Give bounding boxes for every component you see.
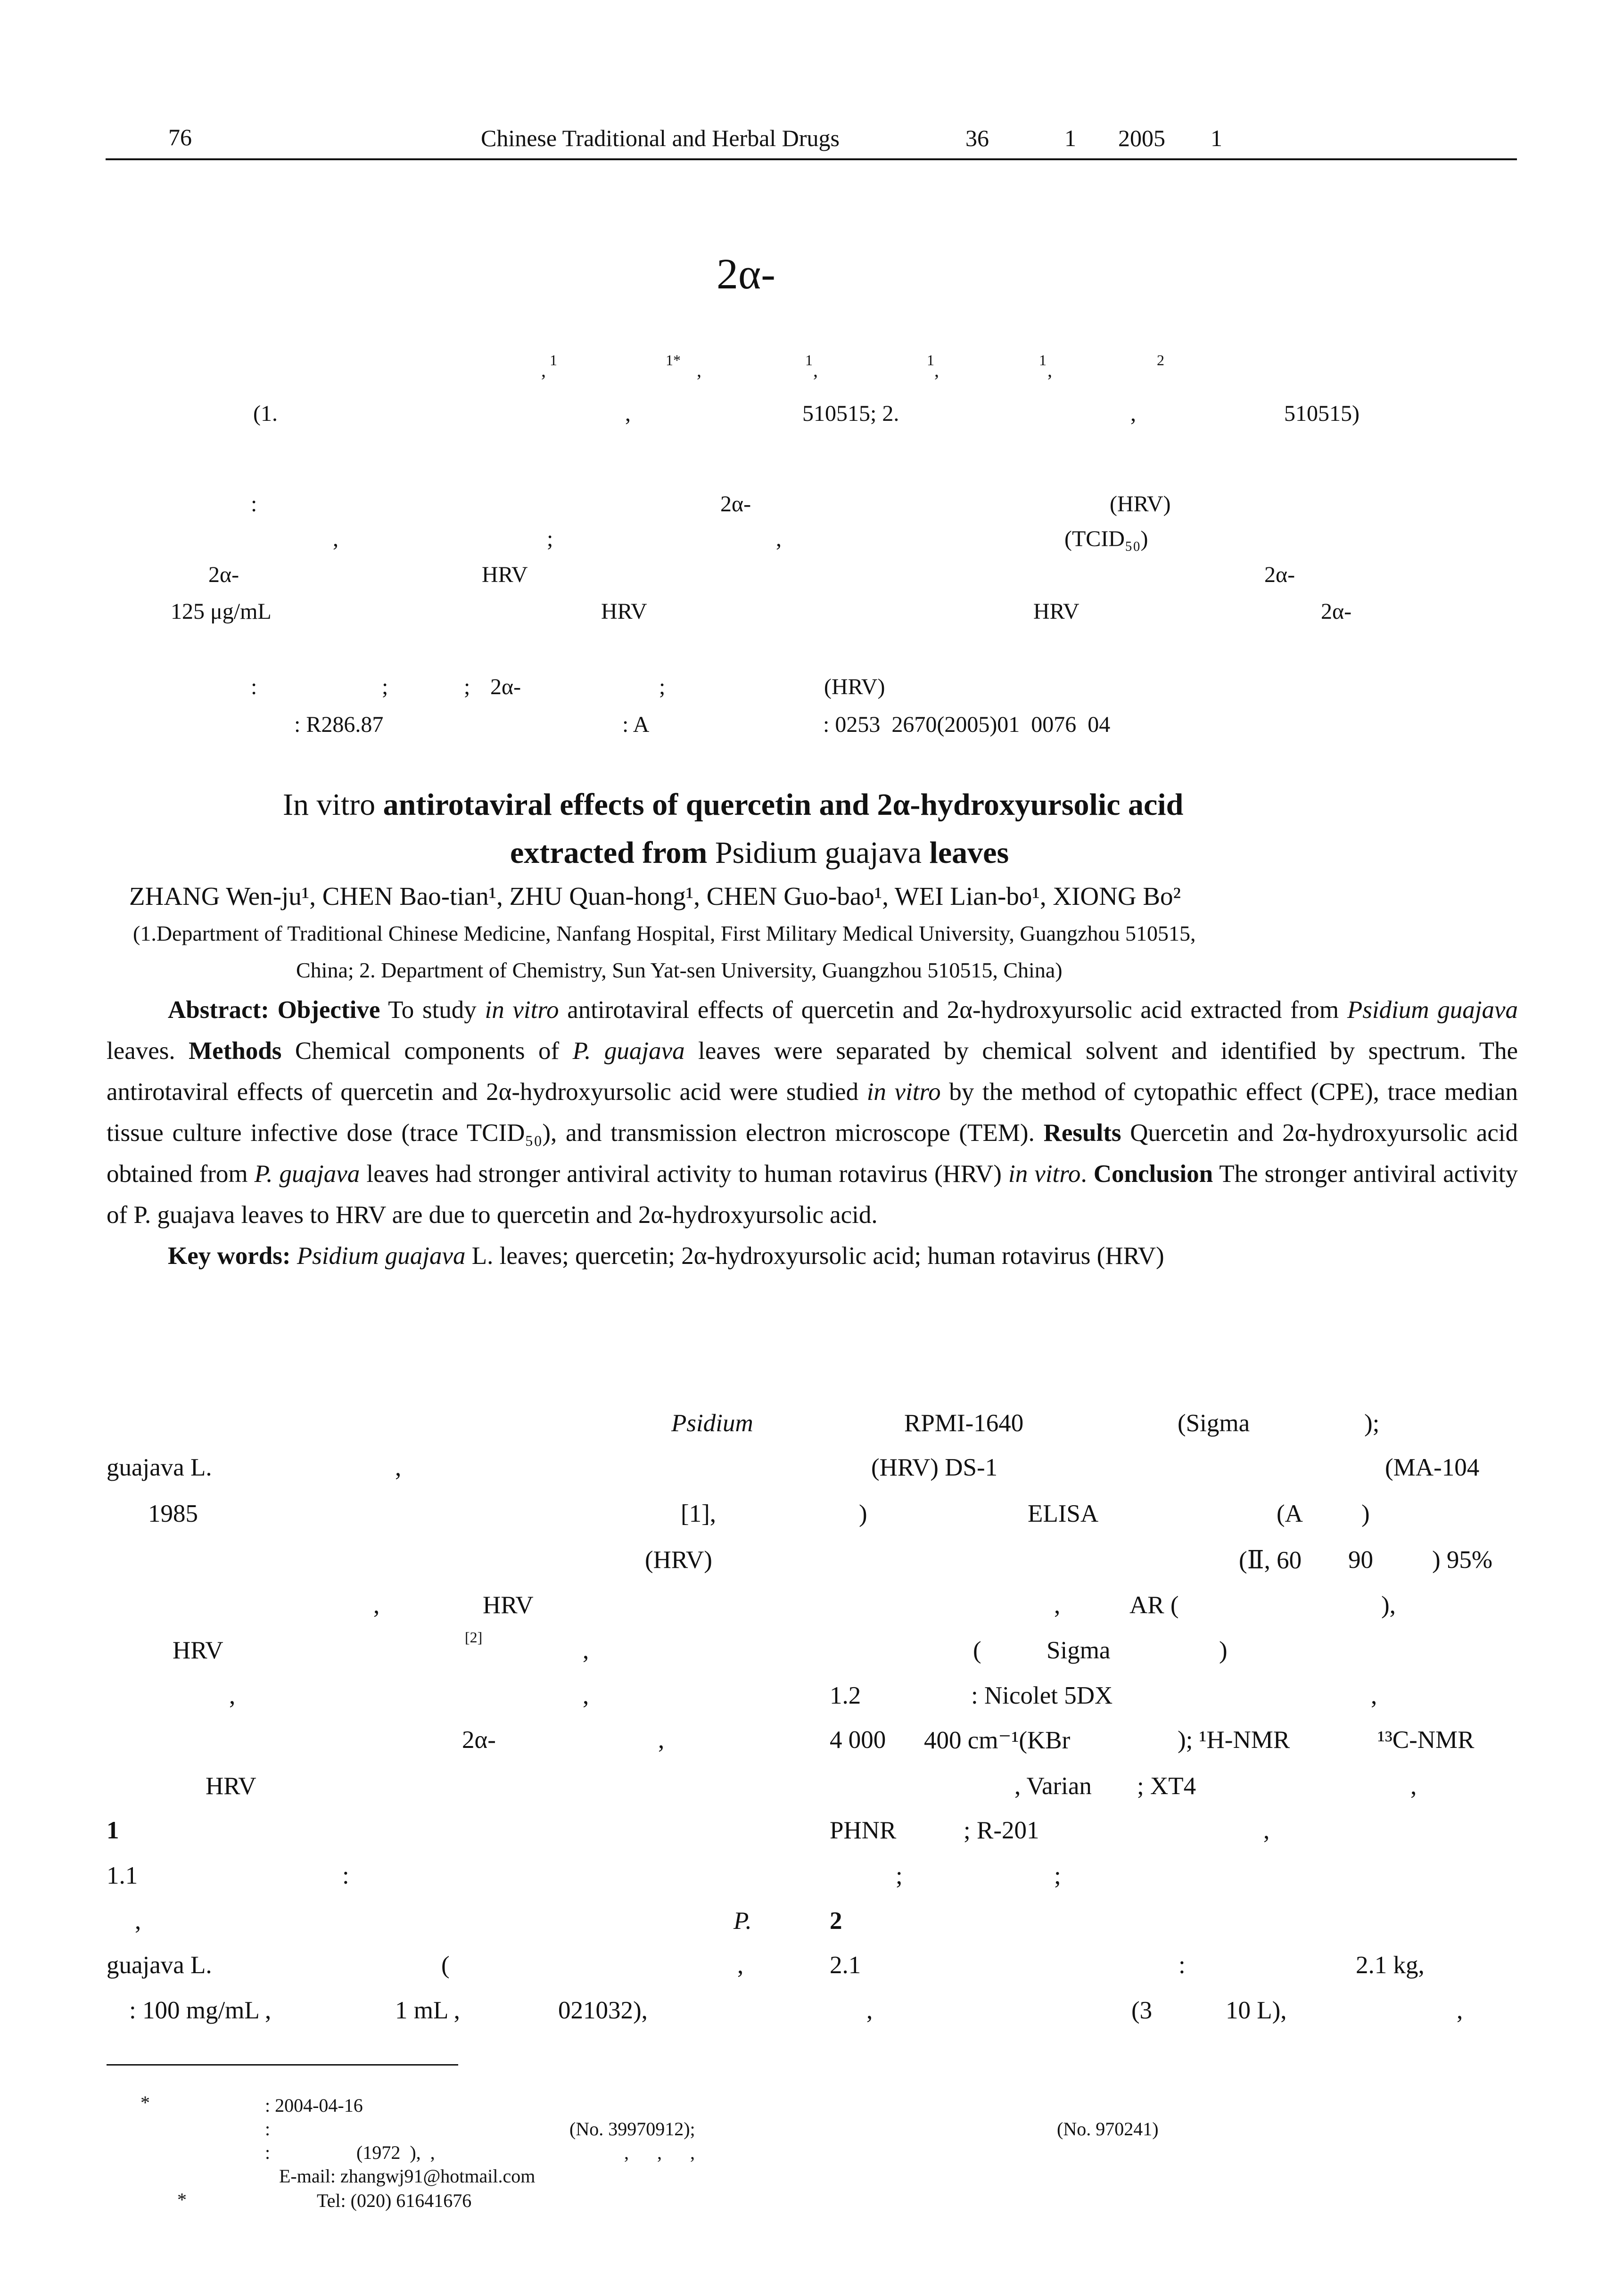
right-frag-ma104: (MA-104 — [1385, 1454, 1480, 1481]
subsection-1-2: 1.2 — [830, 1682, 861, 1709]
section-heading-2: 2 — [830, 1907, 842, 1935]
right-frag-nicolet: : Nicolet 5DX — [971, 1682, 1113, 1709]
subsection-1-1: 1.1 — [107, 1862, 138, 1889]
clc-number: : R286.87 — [294, 712, 384, 737]
author-mark-6: 2 — [1157, 352, 1164, 369]
left-frag-guajava: guajava L. — [107, 1454, 212, 1481]
abstract-cn-2a-3: 2α- — [1264, 562, 1295, 587]
right-frag-comma-2: , — [1371, 1682, 1377, 1709]
right-frag-mass: 2.1 kg, — [1356, 1952, 1425, 1979]
right-frag-xt4: ; XT4 — [1137, 1772, 1196, 1800]
footnote-colon-1: : — [265, 2118, 271, 2140]
right-frag-comma-4: , — [1263, 1817, 1270, 1844]
header-rule — [106, 158, 1517, 160]
keywords-cn-sep-1: ; — [382, 674, 388, 699]
footnote-star-1: * — [140, 2092, 150, 2113]
footnote-received: : 2004-04-16 — [265, 2095, 363, 2116]
keywords-cn-hrv: (HRV) — [824, 674, 885, 699]
abstract-cn-sep-1: , — [333, 526, 338, 551]
left-frag-colon: : — [342, 1862, 349, 1889]
right-frag-400: 400 cm⁻¹(KBr — [924, 1727, 1071, 1754]
left-frag-hrv-abbr: (HRV) — [645, 1546, 712, 1574]
right-column — [830, 1409, 1518, 2078]
section-heading-1: 1 — [107, 1817, 119, 1844]
left-frag-comma-6: , — [658, 1726, 665, 1754]
right-frag-comma-3: , — [1410, 1772, 1417, 1800]
right-frag-rpmi: RPMI-1640 — [904, 1410, 1024, 1437]
right-frag-close-4: ), — [1381, 1591, 1396, 1619]
right-frag-varian: , Varian — [1014, 1772, 1092, 1800]
left-frag-1985: 1985 — [148, 1500, 198, 1527]
abstract-cn-hrv-2: HRV — [601, 599, 647, 624]
page-number: 76 — [168, 124, 192, 150]
left-frag-comma-1: , — [395, 1454, 402, 1481]
right-frag-ii-60: (Ⅱ, 60 — [1239, 1547, 1302, 1574]
abstract-cn-colon: : — [251, 492, 257, 517]
methods-species: P. guajava — [572, 1037, 685, 1065]
left-frag-comma-7: , — [135, 1907, 141, 1935]
english-authors: ZHANG Wen-ju¹, CHEN Bao-tian¹, ZHU Quan-hong¹, CHEN Guo-bao¹, WEI Lian-bo¹, XIONG Bo² — [129, 882, 1181, 910]
title-leaves: leaves — [922, 836, 1009, 870]
title-in-vitro: In vitro — [283, 787, 383, 822]
abstract-cn-tcid50: (TCID₅₀) — [1064, 526, 1148, 551]
right-frag-hrv-strain: (HRV) DS-1 — [871, 1454, 998, 1481]
left-frag-comma-5: , — [583, 1682, 589, 1709]
title-extracted: extracted from — [510, 836, 715, 870]
abstract-cn-2a-1: 2α- — [720, 492, 751, 517]
results-text-b: leaves had stronger antiviral activity to human rotavirus (HRV) — [360, 1160, 1008, 1188]
english-abstract — [107, 990, 1518, 1277]
english-affiliation-line-2: China; 2. Department of Chemistry, Sun Yat-sen University, Guangzhou 510515, China) — [296, 958, 1063, 982]
right-frag-13c-nmr: ¹³C-NMR — [1377, 1726, 1475, 1754]
right-frag-1h-nmr: ); ¹H-NMR — [1178, 1726, 1290, 1754]
methods-text-a: Chemical components of — [295, 1037, 573, 1065]
methods-in-vitro: in vitro — [866, 1078, 941, 1106]
affiliation-sep-1: , — [625, 401, 631, 426]
right-frag-10l: 10 L), — [1226, 1997, 1287, 2024]
left-frag-guajava-l: guajava L. — [107, 1952, 212, 1979]
right-frag-4000: 4 000 — [830, 1726, 886, 1754]
results-species: P. guajava — [254, 1160, 360, 1188]
left-frag-volume: 1 mL , — [395, 1997, 460, 2024]
journal-name: Chinese Traditional and Herbal Drugs — [481, 125, 840, 151]
abstract-cn-2a-4: 2α- — [1321, 599, 1352, 624]
footnote-colon-2: : — [265, 2142, 271, 2163]
results-in-vitro: in vitro — [1008, 1160, 1081, 1188]
author-sep-3: , — [813, 360, 818, 381]
abstract-cn-hrv-abbr: (HRV) — [1110, 492, 1171, 517]
right-frag-sigma-2: Sigma — [1047, 1637, 1111, 1664]
left-frag-comma-8: , — [737, 1952, 744, 1979]
results-label: Results — [1043, 1119, 1121, 1147]
title-main: antirotaviral effects of quercetin and 2α-hydroxyursolic acid — [383, 787, 1184, 822]
author-mark-4: 1 — [927, 352, 934, 369]
right-frag-colon: : — [1178, 1952, 1186, 1979]
left-frag-p: P. — [733, 1907, 752, 1935]
footnote-fund-2: (No. 970241) — [1057, 2118, 1159, 2140]
objective-text-a: To study — [388, 996, 485, 1024]
left-column — [107, 1409, 757, 2078]
right-frag-close-3: ) — [1361, 1500, 1370, 1527]
affiliation-zip-1: 510515; 2. — [802, 401, 899, 426]
left-frag-ref-2: [2] — [465, 1629, 483, 1646]
journal-issue: 1 — [1064, 125, 1076, 151]
left-frag-batch: 021032), — [558, 1997, 648, 2024]
objective-text-b: antirotaviral effects of quercetin and 2α-hydroxyursolic acid extracted from — [559, 996, 1347, 1024]
subsection-2-1: 2.1 — [830, 1952, 861, 1979]
journal-month: 1 — [1211, 125, 1222, 151]
article-id: : 0253 2670(2005)01 0076 04 — [823, 712, 1111, 737]
left-frag-2a: 2α- — [462, 1726, 496, 1754]
keywords-cn-sep-3: ; — [659, 674, 666, 699]
keywords-cn-sep-2: ; — [464, 674, 470, 699]
left-frag-psidium: Psidium — [671, 1410, 753, 1437]
right-frag-comma-1: , — [1054, 1591, 1061, 1619]
footnote-email: E-mail: zhangwj91@hotmail.com — [279, 2165, 536, 2187]
keywords-species: Psidium guajava — [297, 1242, 466, 1270]
right-frag-a: (A — [1277, 1500, 1303, 1527]
affiliation-open: (1. — [253, 401, 278, 426]
right-frag-r201: ; R-201 — [964, 1817, 1039, 1844]
author-mark-5: 1 — [1039, 352, 1047, 369]
right-frag-95: ) 95% — [1432, 1546, 1493, 1574]
left-frag-hrv-2: HRV — [173, 1637, 223, 1664]
left-frag-comma-3: , — [583, 1637, 589, 1664]
abstract-cn-concentration: 125 μg/mL — [171, 599, 272, 624]
author-sep-4: , — [934, 360, 939, 381]
left-frag-hrv-3: HRV — [206, 1772, 256, 1800]
abstract-cn-hrv-3: HRV — [1033, 599, 1080, 624]
right-frag-close-1: ); — [1364, 1410, 1380, 1437]
methods-text-b: leaves were separated by chemical solvent and identified by spectrum. The antirotaviral effects of quercetin and 2α-hydroxyursolic acid were studied — [107, 1037, 1518, 1106]
keywords-cn-colon: : — [251, 674, 257, 699]
author-mark-2: 1* — [666, 352, 681, 369]
keywords-text: L. leaves; quercetin; 2α-hydroxyursolic acid; human rotavirus (HRV) — [465, 1242, 1164, 1270]
right-frag-3x: (3 — [1131, 1997, 1153, 2024]
right-frag-comma-5: , — [866, 1997, 873, 2024]
author-mark-1: 1 — [550, 352, 557, 369]
footnote-star-2: * — [177, 2189, 187, 2210]
conclusion-label: Conclusion — [1093, 1160, 1213, 1188]
journal-year: 2005 — [1118, 125, 1165, 151]
abstract-label: Abstract: — [168, 996, 269, 1024]
results-text-c: . — [1080, 1160, 1087, 1188]
results-text-a: Quercetin and 2α-hydroxyursolic acid obtained from — [107, 1119, 1518, 1188]
left-frag-comma-2: , — [373, 1591, 380, 1619]
author-sep-1: , — [541, 360, 546, 381]
english-title-line-2 — [510, 835, 1009, 871]
right-frag-close-2: ) — [859, 1500, 867, 1527]
footnote-fund-1: (No. 39970912); — [569, 2118, 695, 2140]
english-affiliation-line-1: (1.Department of Traditional Chinese Medicine, Nanfang Hospital, First Military Medical University, Guangzhou 510515, — [133, 921, 1196, 945]
objective-text-c: leaves. — [107, 1037, 175, 1065]
english-title-line-1 — [283, 787, 1183, 823]
abstract-cn-hrv-1: HRV — [482, 562, 528, 587]
conclusion-text: The stronger antiviral activity of P. guajava leaves to HRV are due to quercetin and 2α-hydroxyursolic acid. — [107, 1160, 1518, 1229]
right-frag-close-5: ) — [1219, 1637, 1228, 1664]
right-frag-semicolon-1: ; — [896, 1862, 903, 1889]
objective-in-vitro: in vitro — [485, 996, 559, 1024]
right-frag-elisa: ELISA — [1028, 1500, 1099, 1527]
right-frag-sigma-1: (Sigma — [1178, 1410, 1250, 1437]
author-mark-3: 1 — [805, 352, 813, 369]
right-frag-phnr: PHNR — [830, 1817, 897, 1844]
affiliation-sep-2: , — [1130, 401, 1136, 426]
affiliation-zip-2: 510515) — [1284, 401, 1360, 426]
objective-label: Objective — [277, 996, 380, 1024]
keywords-cn-2a: 2α- — [490, 674, 521, 699]
methods-label: Methods — [189, 1037, 282, 1065]
footnote-bio: (1972 ), , — [356, 2142, 435, 2163]
abstract-cn-sep-2: ; — [547, 526, 553, 551]
left-frag-concentration: : 100 mg/mL , — [129, 1997, 272, 2024]
footnote-commas: , , , — [624, 2142, 695, 2163]
footnote-tel: Tel: (020) 61641676 — [317, 2190, 472, 2211]
objective-species: Psidium guajava — [1347, 996, 1518, 1024]
abstract-cn-2a-2: 2α- — [208, 562, 239, 587]
title-fragment: 2α- — [717, 250, 775, 298]
right-frag-comma-6: , — [1457, 1997, 1463, 2024]
journal-volume: 36 — [965, 125, 989, 151]
abstract-cn-sep-3: , — [776, 526, 782, 551]
left-frag-hrv-1: HRV — [483, 1591, 534, 1619]
title-species: Psidium guajava — [715, 836, 922, 870]
right-frag-open-5: ( — [973, 1637, 981, 1664]
methods-text-c: by the method of cytopathic effect (CPE), trace median tissue culture infective dose (trace TCID₅₀), and transmission electron microscope (TEM). — [107, 1078, 1518, 1147]
author-sep-5: , — [1047, 360, 1052, 381]
right-frag-semicolon-2: ; — [1054, 1862, 1061, 1889]
left-frag-paren: ( — [441, 1952, 450, 1979]
keywords-label: Key words: — [168, 1242, 291, 1270]
left-frag-comma-4: , — [229, 1682, 236, 1709]
left-frag-ref-1: [1], — [681, 1500, 717, 1527]
right-frag-ar: AR ( — [1129, 1591, 1179, 1619]
author-sep-2: , — [697, 360, 701, 381]
document-code: : A — [622, 712, 650, 737]
footnote-rule — [107, 2064, 458, 2066]
right-frag-90: 90 — [1348, 1546, 1373, 1574]
